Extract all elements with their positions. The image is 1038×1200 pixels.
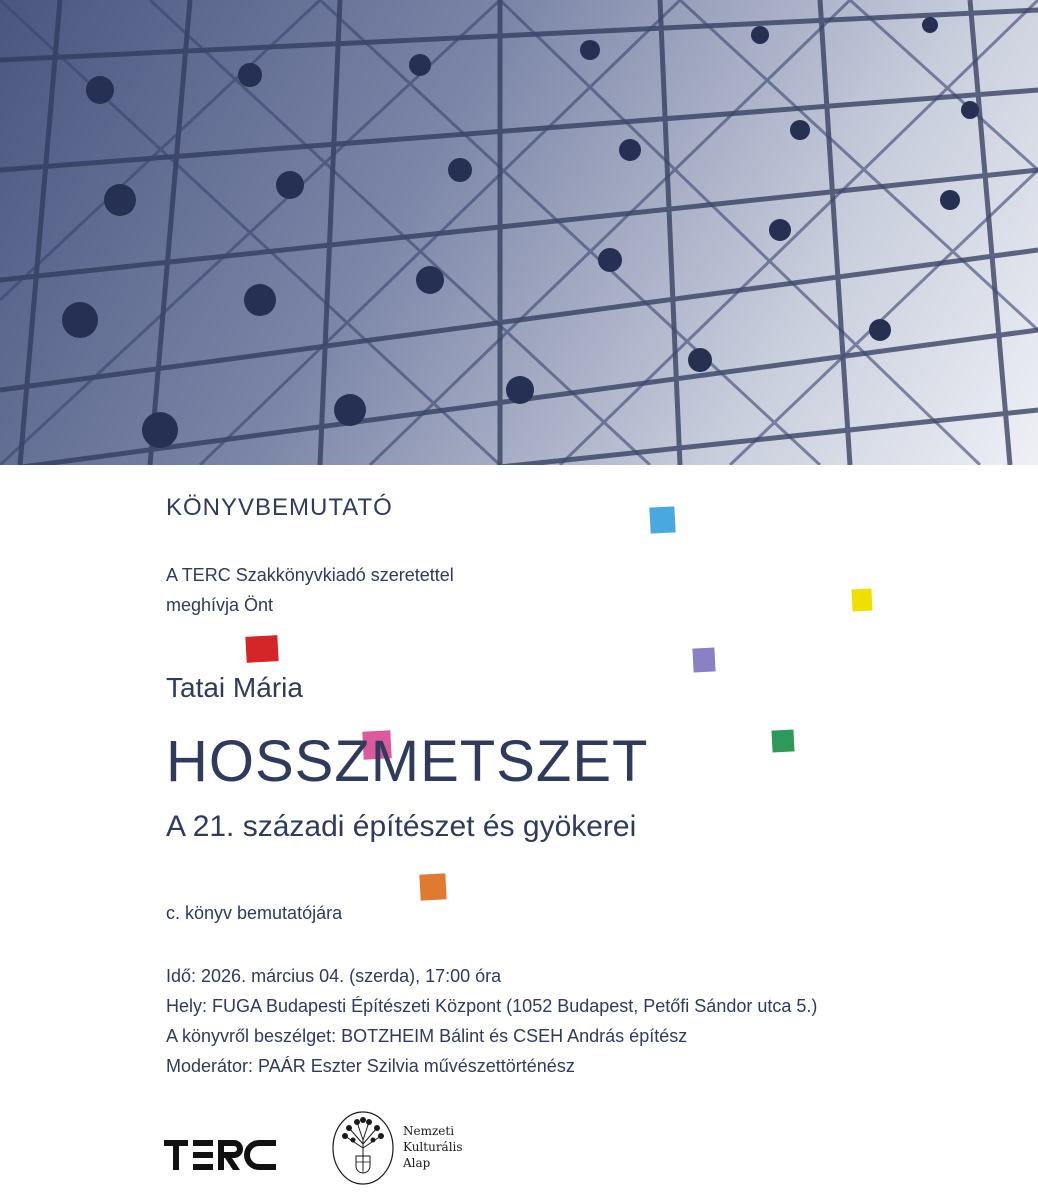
terc-logo-graphic — [164, 1140, 276, 1172]
detail-speakers: A könyvről beszélget: BOTZHEIM Bálint és CSEH András építész — [166, 1026, 688, 1046]
book-subtitle: A 21. századi építészet és gyökerei — [166, 810, 637, 843]
hero-image — [0, 0, 1038, 465]
detail-place: Hely: FUGA Budapesti Építészeti Központ (1052 Budapest, Petőfi Sándor utca 5.) — [166, 996, 818, 1016]
book-title: HOSSZMETSZET — [166, 729, 649, 794]
intro-line-2: meghívja Önt — [166, 595, 274, 615]
terc-logo — [164, 1140, 276, 1177]
detail-moderator: Moderátor: PAÁR Eszter Szilvia művészettörténész — [166, 1056, 575, 1076]
nka-text-line-3: Alap — [403, 1156, 431, 1170]
nka-text-line-1: Nemzeti — [403, 1124, 455, 1138]
event-type-label: KÖNYVBEMUTATÓ — [166, 494, 393, 521]
nka-tree-emblem — [331, 1110, 395, 1186]
red-square — [245, 635, 278, 663]
purple-square — [692, 647, 715, 672]
space-frame-illustration — [0, 0, 1038, 465]
nka-text-line-2: Kulturális — [403, 1140, 463, 1154]
green-square — [771, 729, 794, 752]
presentation-note: c. könyv bemutatójára — [166, 903, 343, 923]
author-name: Tatai Mária — [166, 672, 303, 703]
blue-square — [649, 506, 675, 533]
yellow-square — [851, 588, 872, 611]
detail-time: Idő: 2026. március 04. (szerda), 17:00 óra — [166, 966, 502, 986]
nka-logo — [331, 1110, 395, 1191]
orange-square — [419, 873, 446, 900]
intro-line-1: A TERC Szakkönyvkiadó szeretettel — [166, 565, 454, 585]
